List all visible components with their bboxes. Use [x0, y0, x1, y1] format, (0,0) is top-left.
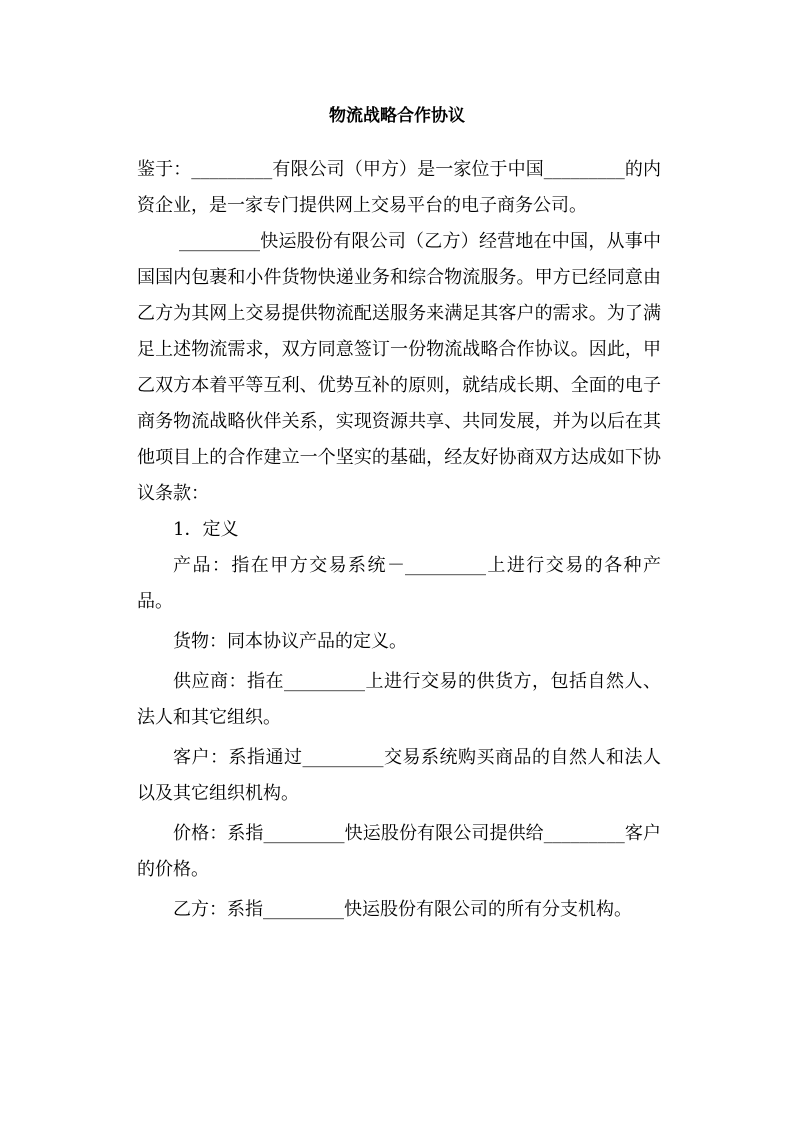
definition-price: 价格：系指_________快运股份有限公司提供给_________客户的价格。 — [137, 823, 661, 880]
section-heading-definitions: 1．定义 — [173, 519, 239, 540]
recital-paragraph: 鉴于：_________有限公司（甲方）是一家位于中国_________的内资企业，是一家专门提供网上交易平台的电子商务公司。 — [137, 159, 661, 216]
document-body — [137, 152, 661, 928]
definition-product: 产品：指在甲方交易系统－_________上进行交易的各种产品。 — [137, 555, 661, 612]
definition-goods: 货物：同本协议产品的定义。 — [173, 631, 407, 652]
document-title: 物流战略合作协议 — [329, 106, 465, 126]
definition-party-b: 乙方：系指_________快运股份有限公司的所有分支机构。 — [173, 899, 632, 920]
background-paragraph: _________快运股份有限公司（乙方）经营地在中国，从事中国国内包裹和小件货物快递业务和综合物流服务。甲方已经同意由乙方为其网上交易提供物流配送服务来满足其客户的需求。为了满足上述物流需求，双方同意签订一份物流战略合作协议。因此，甲乙双方本着平等互利、优势互补的原则，就结成长期、全面的电子商务物流战略伙伴关系，实现资源共享、共同发展，并为以后在其他项目上的合作建立一个坚实的基础，经友好协商双方达成如下协议条款： — [137, 231, 661, 504]
definition-supplier: 供应商：指在_________上进行交易的供货方，包括自然人、法人和其它组织。 — [137, 671, 661, 728]
definition-customer: 客户：系指通过_________交易系统购买商品的自然人和法人以及其它组织机构。 — [137, 747, 661, 804]
